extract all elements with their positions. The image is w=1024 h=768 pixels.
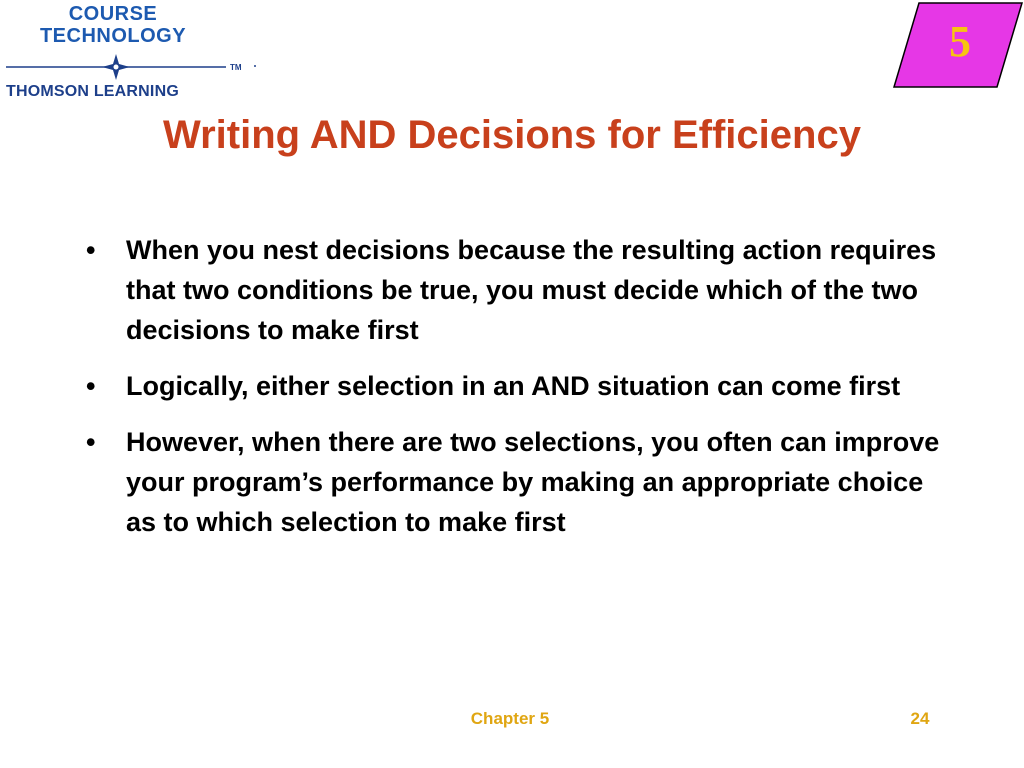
- chapter-badge-number: 5: [949, 17, 971, 66]
- logo-trademark: TM: [230, 63, 242, 72]
- bullet-list: [84, 230, 944, 558]
- bullet-glyph: •: [86, 371, 96, 401]
- footer-page-number: 24: [910, 709, 930, 728]
- bullet-item-1: [84, 230, 944, 350]
- bullet-glyph: •: [86, 235, 96, 265]
- bullet-item-3: [84, 422, 944, 542]
- bullet-text-2: Logically, either selection in an AND situation can come first: [126, 371, 901, 401]
- bullet-item-2: [84, 366, 944, 406]
- bullet-text-1: When you nest decisions because the resulting action requires that two conditions be true, you must decide which of the two decisions to make first: [126, 235, 937, 345]
- logo-star-line-icon: [0, 52, 260, 82]
- footer-chapter-label: Chapter 5: [470, 709, 550, 728]
- logo-text-course: COURSE: [68, 3, 158, 25]
- bullet-text-3: However, when there are two selections, you often can improve your program’s performance by making an appropriate choice as to which selection to make first: [126, 427, 940, 537]
- bullet-glyph: •: [86, 427, 96, 457]
- course-technology-logo: [0, 0, 260, 108]
- logo-text-thomson-learning: THOMSON LEARNING: [6, 83, 179, 100]
- logo-text-technology: TECHNOLOGY: [39, 25, 187, 47]
- slide-title: Writing AND Decisions for Efficiency: [163, 113, 861, 157]
